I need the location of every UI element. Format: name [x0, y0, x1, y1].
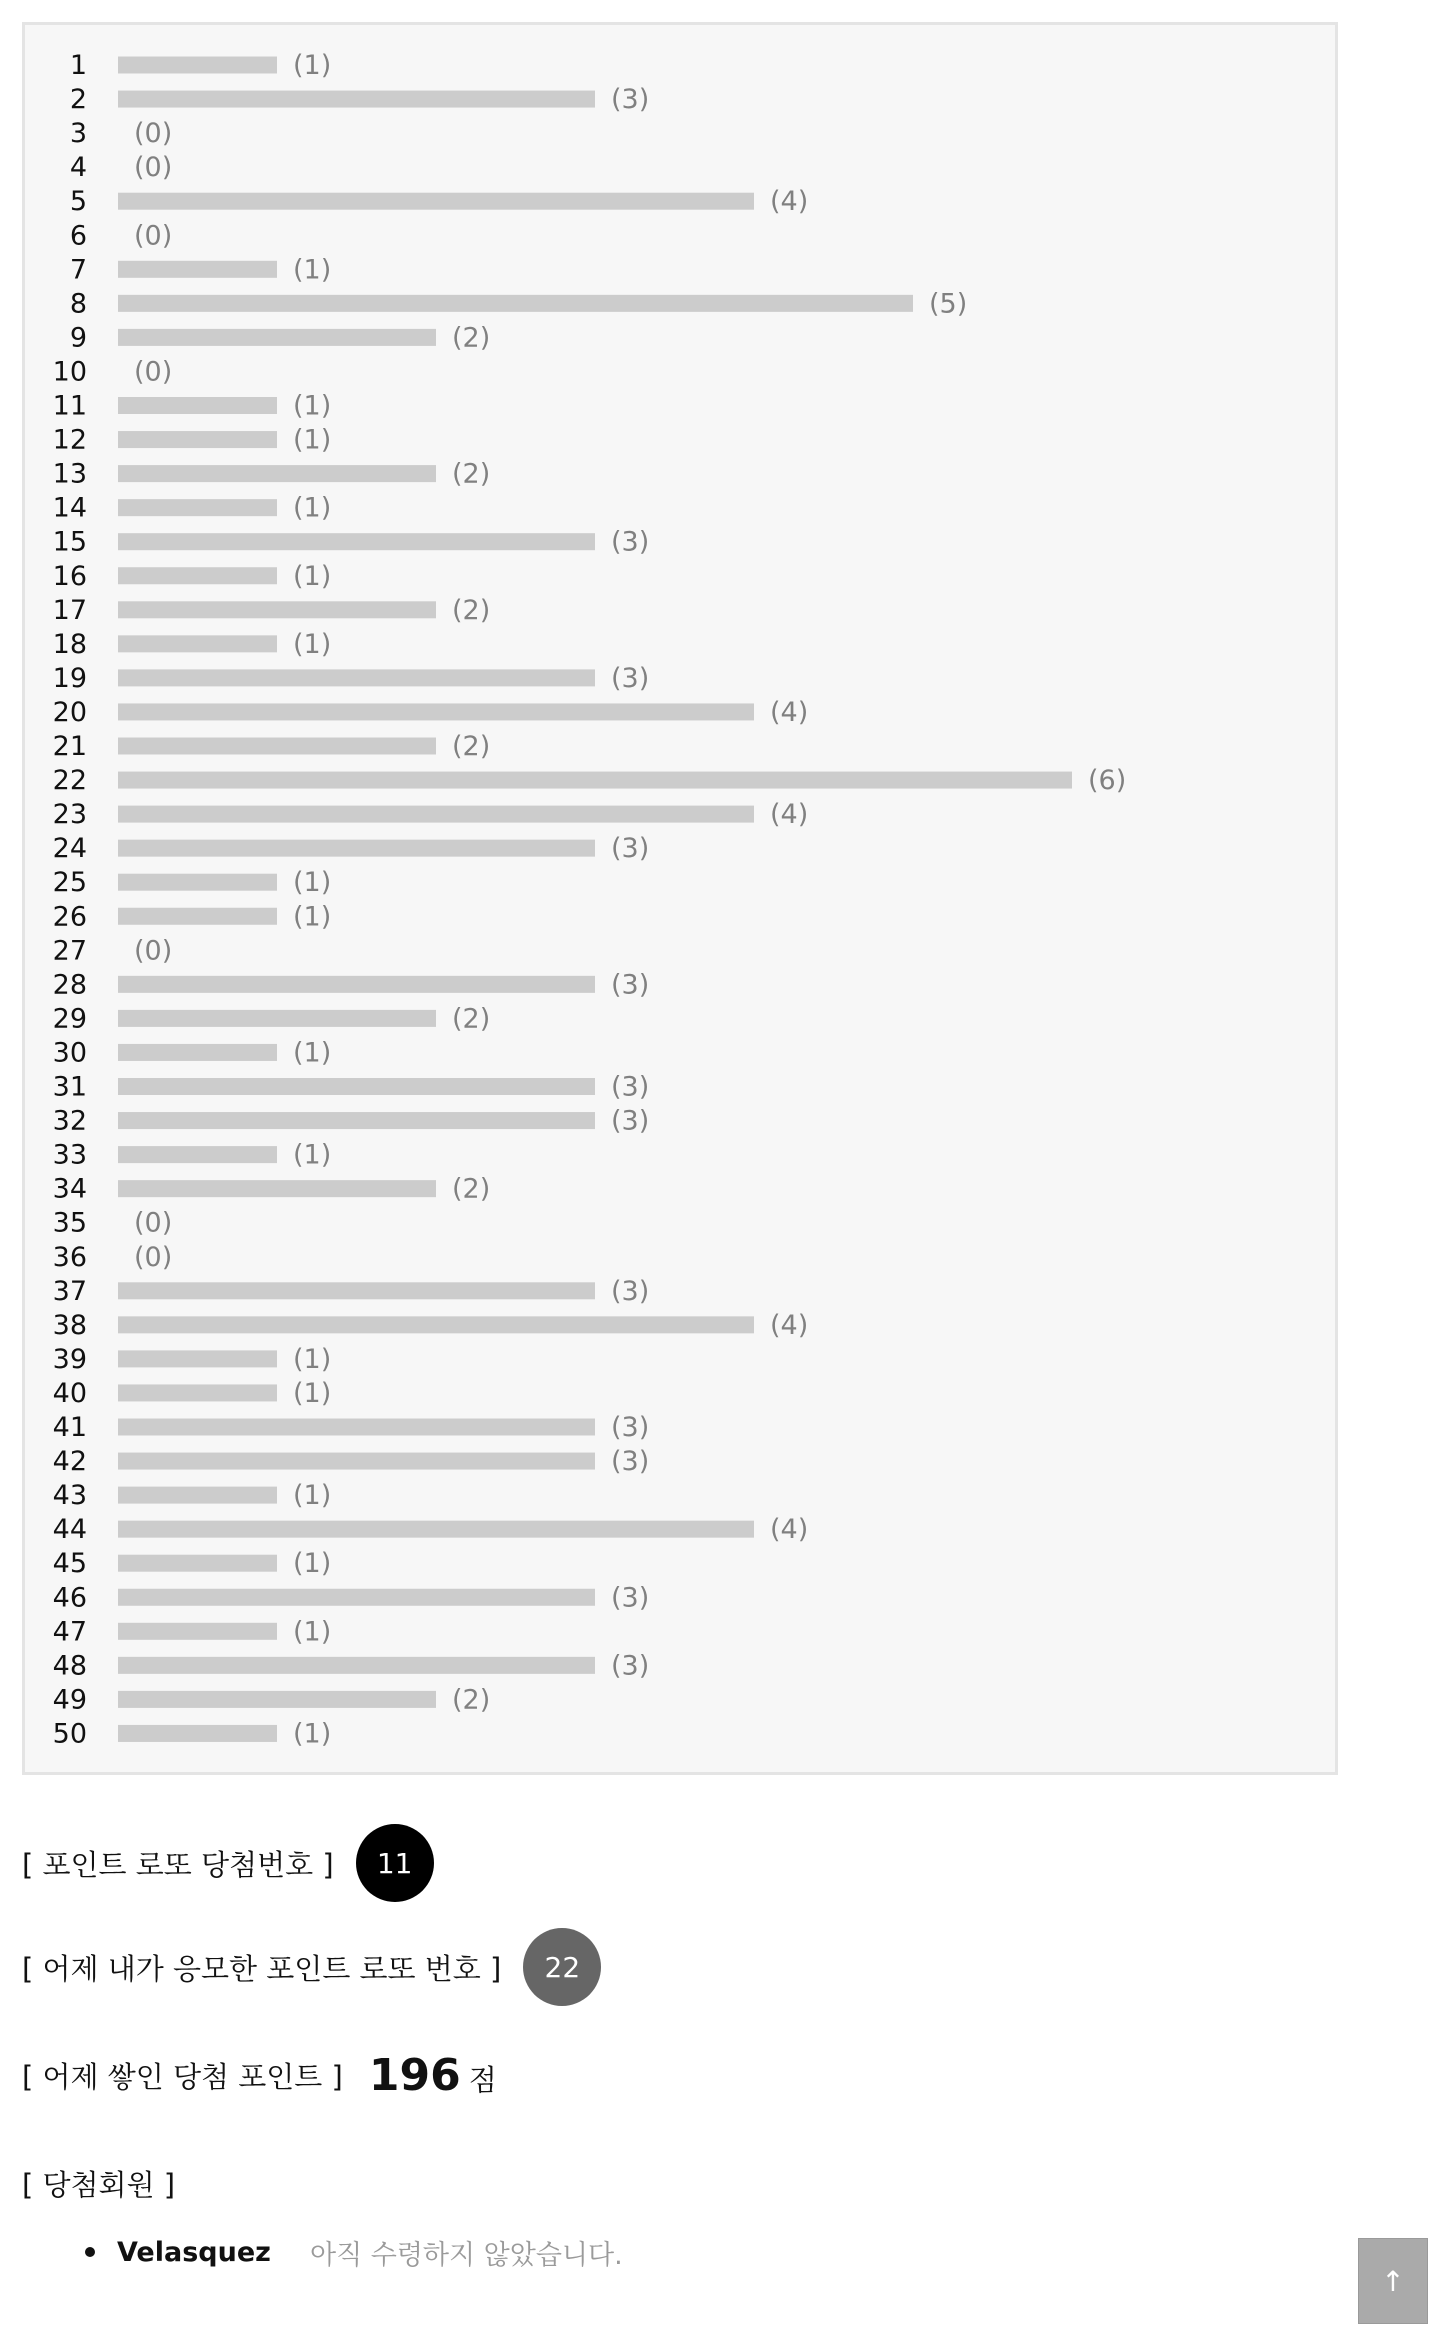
count-label-13: (2) — [452, 458, 491, 490]
bar-49 — [118, 1691, 436, 1708]
number-label-28: 28 — [52, 969, 87, 1001]
number-label-27: 27 — [52, 935, 87, 967]
number-label-46: 46 — [52, 1582, 87, 1614]
bar-8 — [118, 295, 913, 312]
count-label-25: (1) — [293, 867, 332, 899]
winning-number-row — [22, 1824, 434, 1902]
number-label-49: 49 — [52, 1684, 87, 1716]
count-label-7: (1) — [293, 254, 332, 286]
winners-list — [22, 2230, 623, 2274]
my-pick-label: [ 어제 내가 응모한 포인트 로또 번호 ] — [22, 1951, 502, 1986]
winner-item — [22, 2230, 623, 2274]
winner-status: 아직 수령하지 않았습니다. — [310, 2239, 623, 2271]
count-label-6: (0) — [134, 220, 173, 252]
count-label-48: (3) — [611, 1650, 650, 1682]
count-label-19: (3) — [611, 662, 650, 694]
number-label-20: 20 — [52, 696, 87, 728]
points-label: [ 어제 쌓인 당첨 포인트 ] — [22, 2060, 343, 2094]
bar-22 — [118, 772, 1072, 789]
number-label-42: 42 — [52, 1446, 87, 1478]
count-label-20: (4) — [770, 696, 809, 728]
bar-30 — [118, 1044, 277, 1061]
count-label-12: (1) — [293, 424, 332, 456]
number-label-40: 40 — [52, 1377, 87, 1409]
count-label-43: (1) — [293, 1480, 332, 1512]
count-label-9: (2) — [452, 322, 491, 354]
bar-29 — [118, 1010, 436, 1027]
count-label-50: (1) — [293, 1718, 332, 1750]
bar-7 — [118, 261, 277, 278]
count-label-27: (0) — [134, 935, 173, 967]
number-label-48: 48 — [52, 1650, 87, 1682]
number-label-35: 35 — [52, 1207, 87, 1239]
count-label-4: (0) — [134, 152, 173, 184]
count-label-14: (1) — [293, 492, 332, 524]
count-label-45: (1) — [293, 1548, 332, 1580]
count-label-5: (4) — [770, 186, 809, 218]
number-label-2: 2 — [69, 84, 87, 116]
winner-name: Velasquez — [117, 2236, 271, 2268]
count-label-40: (1) — [293, 1377, 332, 1409]
bar-40 — [118, 1384, 277, 1401]
number-label-17: 17 — [52, 594, 87, 626]
bar-24 — [118, 840, 595, 857]
number-label-6: 6 — [69, 220, 87, 252]
bar-1 — [118, 57, 277, 74]
bar-20 — [118, 703, 754, 720]
bar-17 — [118, 601, 436, 618]
count-label-17: (2) — [452, 594, 491, 626]
bar-18 — [118, 635, 277, 652]
count-label-32: (3) — [611, 1105, 650, 1137]
number-label-21: 21 — [52, 731, 87, 762]
count-label-34: (2) — [452, 1173, 491, 1205]
bar-31 — [118, 1078, 595, 1095]
bar-28 — [118, 976, 595, 993]
bar-26 — [118, 908, 277, 925]
count-label-46: (3) — [611, 1582, 650, 1614]
number-label-36: 36 — [52, 1241, 87, 1273]
count-label-35: (0) — [134, 1207, 173, 1239]
number-label-12: 12 — [52, 424, 87, 456]
bar-14 — [118, 499, 277, 516]
number-label-5: 5 — [69, 186, 87, 218]
bar-44 — [118, 1521, 754, 1538]
number-label-23: 23 — [52, 799, 87, 831]
number-label-18: 18 — [52, 628, 87, 660]
bar-33 — [118, 1146, 277, 1163]
count-label-33: (1) — [293, 1139, 332, 1171]
bar-45 — [118, 1555, 277, 1572]
number-label-16: 16 — [52, 560, 87, 592]
bar-46 — [118, 1589, 595, 1606]
number-label-50: 50 — [52, 1718, 87, 1750]
number-label-26: 26 — [52, 901, 87, 933]
bar-47 — [118, 1623, 277, 1640]
number-label-33: 33 — [52, 1139, 87, 1171]
number-label-19: 19 — [52, 662, 87, 694]
number-label-44: 44 — [52, 1514, 87, 1546]
my-pick-row — [22, 1928, 601, 2006]
count-label-24: (3) — [611, 833, 650, 865]
count-label-31: (3) — [611, 1071, 650, 1103]
number-label-10: 10 — [52, 356, 87, 388]
bar-21 — [118, 738, 436, 755]
number-label-11: 11 — [52, 390, 87, 422]
bar-2 — [118, 91, 595, 108]
number-label-30: 30 — [52, 1037, 87, 1069]
number-label-37: 37 — [52, 1275, 87, 1307]
number-label-22: 22 — [52, 765, 87, 797]
arrow-up-icon: ↑ — [1381, 2264, 1405, 2298]
number-label-8: 8 — [69, 288, 87, 320]
number-label-1: 1 — [69, 50, 87, 81]
number-label-38: 38 — [52, 1309, 87, 1341]
points-unit: 점 — [468, 2063, 497, 2097]
count-label-29: (2) — [452, 1003, 491, 1035]
number-label-9: 9 — [69, 322, 87, 354]
number-label-4: 4 — [69, 152, 87, 184]
bar-42 — [118, 1453, 595, 1470]
number-label-3: 3 — [69, 118, 87, 150]
bar-37 — [118, 1282, 595, 1299]
bar-38 — [118, 1316, 754, 1333]
count-label-22: (6) — [1088, 765, 1127, 797]
count-label-8: (5) — [929, 288, 968, 320]
winners-heading-row — [22, 2163, 175, 2204]
count-label-37: (3) — [611, 1275, 650, 1307]
bar-41 — [118, 1419, 595, 1436]
count-label-21: (2) — [452, 731, 491, 762]
number-label-13: 13 — [52, 458, 87, 490]
number-label-7: 7 — [69, 254, 87, 286]
number-label-43: 43 — [52, 1480, 87, 1512]
bullet-icon — [85, 2247, 95, 2257]
number-label-39: 39 — [52, 1343, 87, 1375]
bar-43 — [118, 1487, 277, 1504]
number-label-14: 14 — [52, 492, 87, 524]
count-label-1: (1) — [293, 50, 332, 81]
points-value: 196 — [368, 2050, 461, 2101]
bar-5 — [118, 193, 754, 210]
count-label-36: (0) — [134, 1241, 173, 1273]
bar-50 — [118, 1725, 277, 1742]
count-label-41: (3) — [611, 1412, 650, 1443]
my-pick-ball: 22 — [523, 1928, 601, 2006]
number-label-15: 15 — [52, 526, 87, 558]
scroll-top-button[interactable] — [1358, 2238, 1428, 2324]
bar-48 — [118, 1657, 595, 1674]
bar-23 — [118, 806, 754, 823]
number-label-29: 29 — [52, 1003, 87, 1035]
number-label-25: 25 — [52, 867, 87, 899]
winning-number-ball: 11 — [356, 1824, 434, 1902]
bar-chart-svg — [25, 25, 1335, 1772]
count-label-2: (3) — [611, 84, 650, 116]
count-label-42: (3) — [611, 1446, 650, 1478]
number-label-45: 45 — [52, 1548, 87, 1580]
points-row — [22, 2050, 497, 2101]
bar-34 — [118, 1180, 436, 1197]
count-label-47: (1) — [293, 1616, 332, 1648]
count-label-44: (4) — [770, 1514, 809, 1546]
count-label-49: (2) — [452, 1684, 491, 1716]
count-label-28: (3) — [611, 969, 650, 1001]
bar-39 — [118, 1350, 277, 1367]
bar-9 — [118, 329, 436, 346]
number-label-32: 32 — [52, 1105, 87, 1137]
number-label-47: 47 — [52, 1616, 87, 1648]
number-label-34: 34 — [52, 1173, 87, 1205]
bar-19 — [118, 669, 595, 686]
count-label-18: (1) — [293, 628, 332, 660]
count-label-38: (4) — [770, 1309, 809, 1341]
count-label-10: (0) — [134, 356, 173, 388]
count-label-26: (1) — [293, 901, 332, 933]
bar-13 — [118, 465, 436, 482]
count-label-11: (1) — [293, 390, 332, 422]
bar-25 — [118, 874, 277, 891]
number-frequency-chart — [22, 22, 1338, 1775]
bar-11 — [118, 397, 277, 414]
count-label-30: (1) — [293, 1037, 332, 1069]
number-label-31: 31 — [52, 1071, 87, 1103]
count-label-15: (3) — [611, 526, 650, 558]
count-label-39: (1) — [293, 1343, 332, 1375]
number-label-24: 24 — [52, 833, 87, 865]
bar-12 — [118, 431, 277, 448]
bar-32 — [118, 1112, 595, 1129]
winners-heading: [ 당첨회원 ] — [22, 2168, 176, 2202]
number-label-41: 41 — [52, 1412, 87, 1443]
bar-16 — [118, 567, 277, 584]
winning-number-label: [ 포인트 로또 당첨번호 ] — [22, 1847, 334, 1882]
count-label-3: (0) — [134, 118, 173, 150]
count-label-16: (1) — [293, 560, 332, 592]
bar-15 — [118, 533, 595, 550]
count-label-23: (4) — [770, 799, 809, 831]
